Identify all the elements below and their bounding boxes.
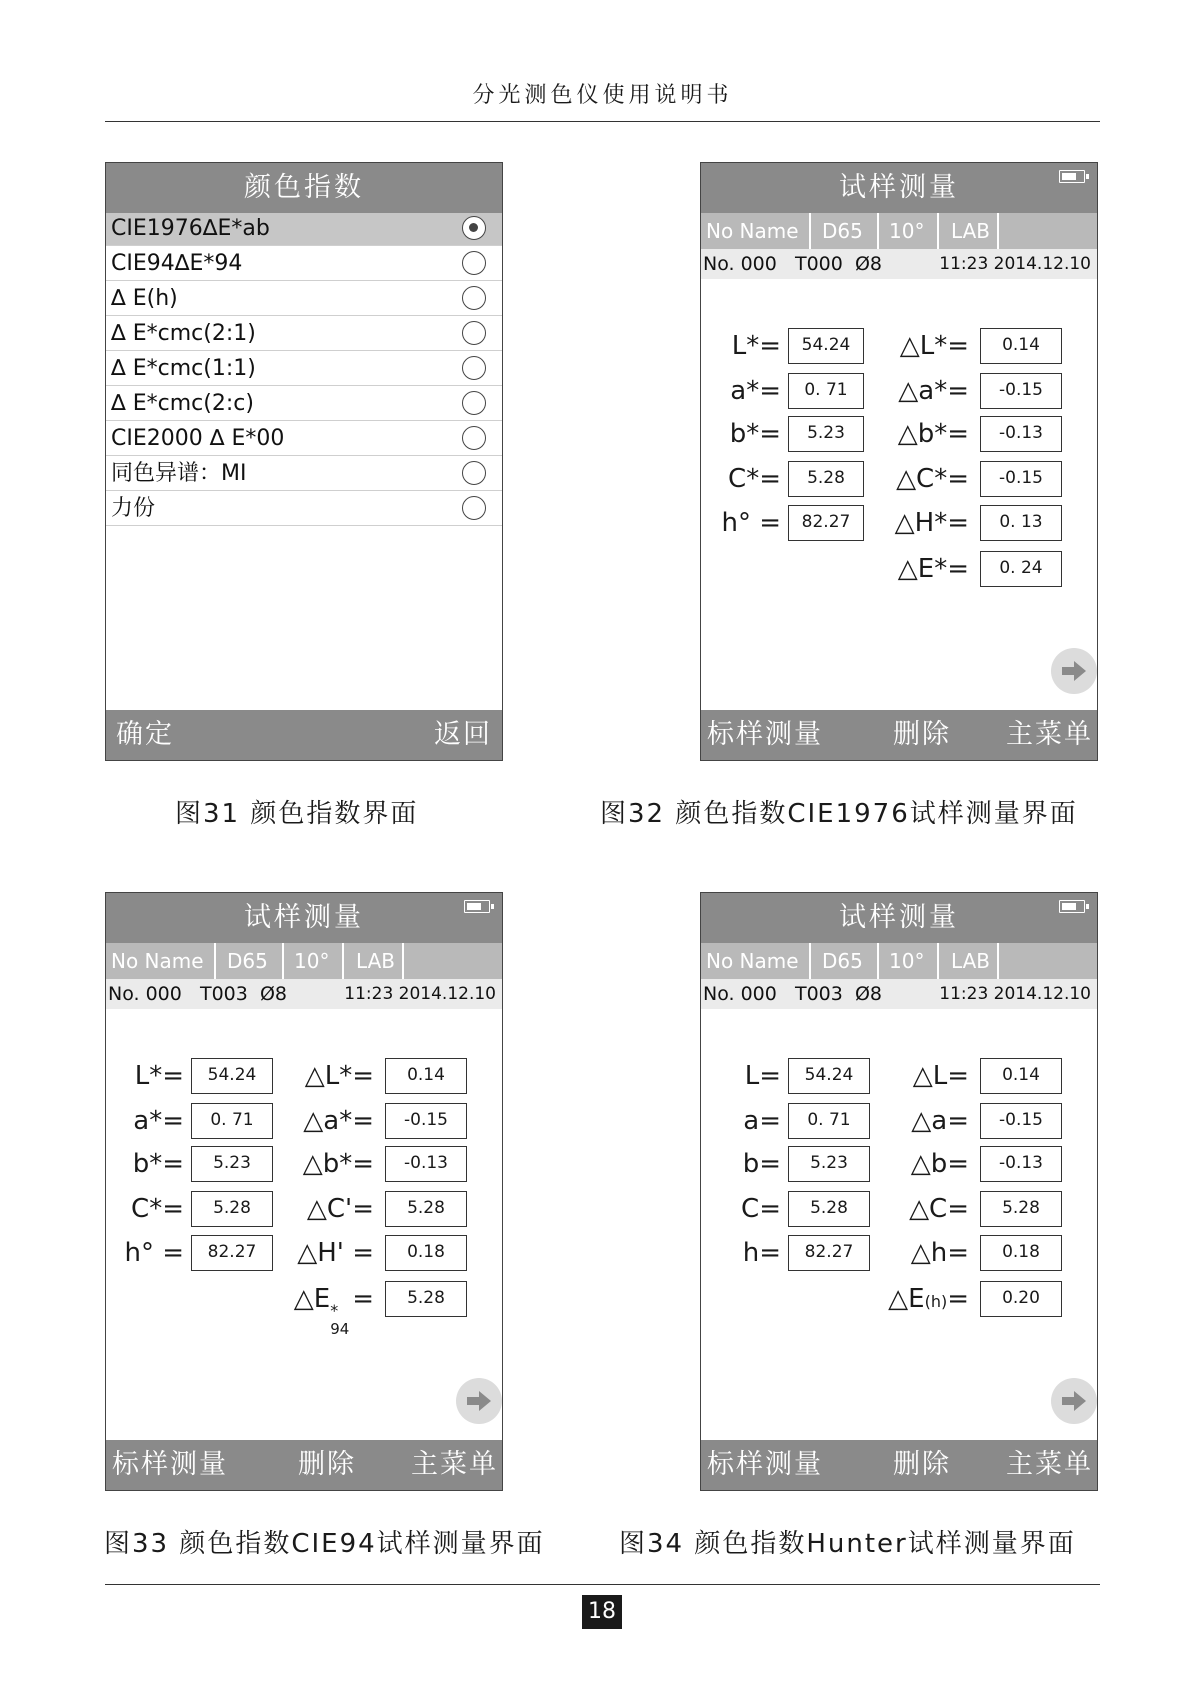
delta-value-box: -0.15 (980, 461, 1062, 497)
delta-e-label (888, 1281, 969, 1320)
option-label: ∆ E*cmc(1:1) (111, 356, 256, 381)
color-index-option[interactable] (106, 318, 502, 351)
aperture: Ø8 (854, 983, 882, 1005)
delete-button[interactable]: 删除 (298, 1449, 356, 1480)
radio-icon[interactable] (462, 321, 486, 345)
color-index-screen (105, 162, 503, 761)
value-box: 5.28 (191, 1191, 273, 1227)
value-label: h° = (124, 1238, 184, 1268)
sample-measurement-screen-hunter (700, 892, 1098, 1491)
delta-value-box: -0.13 (385, 1146, 467, 1182)
footer-bar (701, 710, 1097, 760)
delta-e-value-box: 5.28 (385, 1281, 467, 1317)
delta-value-box: 0. 24 (980, 551, 1062, 587)
delete-button[interactable]: 删除 (893, 1449, 951, 1480)
value-box: 0. 71 (191, 1103, 273, 1139)
timestamp: 11:23 2014.12.10 (344, 984, 496, 1004)
delta-label: △C= (909, 1194, 969, 1224)
arrow-right-icon (466, 1390, 492, 1412)
value-label: C*= (728, 464, 781, 494)
timestamp: 11:23 2014.12.10 (939, 254, 1091, 274)
sample-number: No. 000 (108, 983, 182, 1005)
option-label: 同色异谱：MI (111, 461, 247, 486)
value-box: 5.28 (788, 1191, 870, 1227)
sample-measurement-screen-cie94 (105, 892, 503, 1491)
back-button[interactable]: 返回 (434, 719, 492, 750)
value-box: 0. 71 (788, 1103, 870, 1139)
delta-label: △L*= (899, 331, 969, 361)
delta-value-box: 0.14 (980, 328, 1062, 364)
aperture: Ø8 (854, 253, 882, 275)
value-label: L*= (731, 331, 781, 361)
color-index-option[interactable] (106, 353, 502, 386)
delta-row (106, 1191, 502, 1227)
option-label: ∆ E*cmc(2:c) (111, 391, 254, 416)
radio-icon[interactable] (462, 286, 486, 310)
delta-label: △b= (910, 1149, 969, 1179)
sample-measurement-screen-cie1976 (700, 162, 1098, 761)
settings-tabs (106, 943, 502, 979)
radio-icon[interactable] (462, 356, 486, 380)
page-number: 18 (582, 1595, 622, 1629)
battery-icon (1059, 170, 1085, 183)
delta-value-box: -0.15 (980, 373, 1062, 409)
delta-row (106, 1058, 502, 1094)
value-box: 5.23 (788, 416, 864, 452)
figure-caption-32: 图32 颜色指数CIE1976试样测量界面 (600, 799, 1078, 829)
radio-icon[interactable] (462, 496, 486, 520)
value-label: h° = (721, 508, 781, 538)
delta-value-box: 0.18 (980, 1235, 1062, 1271)
delta-value-box: -0.13 (980, 416, 1062, 452)
value-label: C= (741, 1194, 781, 1224)
settings-tab[interactable]: D65 (811, 943, 879, 979)
value-box: 0. 71 (788, 373, 864, 409)
delta-label: △C*= (896, 464, 969, 494)
page-header: 分光测色仪使用说明书 (472, 83, 733, 108)
delta-value-box: 0.14 (980, 1058, 1062, 1094)
standard-measure-button[interactable]: 标样测量 (707, 1449, 823, 1480)
delta-label: △b*= (897, 419, 969, 449)
option-label: 力份 (111, 496, 156, 521)
standard-measure-button[interactable]: 标样测量 (112, 1449, 228, 1480)
option-label: CIE2000 ∆ E*00 (111, 426, 285, 451)
radio-icon[interactable] (462, 391, 486, 415)
delta-label: △b*= (302, 1149, 374, 1179)
value-box: 54.24 (191, 1058, 273, 1094)
settings-tabs (701, 943, 1097, 979)
delta-row (701, 505, 1097, 541)
delta-value-box: 5.28 (385, 1191, 467, 1227)
delta-value-box: -0.15 (385, 1103, 467, 1139)
settings-tab[interactable]: No Name (106, 943, 216, 979)
color-index-option[interactable] (106, 283, 502, 316)
next-page-button[interactable] (1051, 648, 1097, 694)
delta-row (701, 1058, 1097, 1094)
screen-title: 颜色指数 (106, 163, 502, 213)
radio-icon[interactable] (462, 251, 486, 275)
measurement-info-left (703, 249, 882, 279)
color-index-option[interactable] (106, 458, 502, 491)
delta-label: △h= (910, 1238, 969, 1268)
delta-e-label (293, 1281, 374, 1338)
settings-tab[interactable]: D65 (811, 213, 879, 249)
delta-e-row (701, 1281, 1097, 1317)
delta-row (701, 551, 1097, 587)
color-index-option[interactable] (106, 388, 502, 421)
footer-bar (701, 1440, 1097, 1490)
screen-title: 试样测量 (106, 893, 502, 943)
sample-number: No. 000 (703, 983, 777, 1005)
value-box: 5.28 (788, 461, 864, 497)
delta-e-sup: * (330, 1301, 339, 1320)
delta-row (106, 1103, 502, 1139)
delta-row (701, 461, 1097, 497)
settings-tab[interactable]: LAB (344, 943, 404, 979)
delta-row (701, 373, 1097, 409)
delta-value-box: 0. 13 (980, 505, 1062, 541)
figure-caption-31: 图31 颜色指数界面 (175, 799, 419, 829)
settings-tab[interactable]: LAB (939, 943, 999, 979)
delta-label: △L= (912, 1061, 969, 1091)
color-index-option[interactable] (106, 493, 502, 526)
next-page-button[interactable] (456, 1378, 502, 1424)
delta-label: △H' = (297, 1238, 374, 1268)
timestamp: 11:23 2014.12.10 (939, 984, 1091, 1004)
value-box: 82.27 (191, 1235, 273, 1271)
confirm-button[interactable]: 确定 (116, 719, 174, 750)
sample-number: No. 000 (703, 253, 777, 275)
test-number: T003 (199, 983, 248, 1005)
delta-e-base: △E (888, 1284, 925, 1314)
delta-row (701, 1235, 1097, 1271)
delta-value-box: 5.28 (980, 1191, 1062, 1227)
arrow-right-icon (1061, 1390, 1087, 1412)
screen-title: 试样测量 (701, 163, 1097, 213)
value-label: b*= (132, 1149, 184, 1179)
delta-e-base: △E (293, 1284, 331, 1314)
delta-e-equals: = (947, 1284, 969, 1314)
value-label: L= (744, 1061, 781, 1091)
main-menu-button[interactable]: 主菜单 (1006, 719, 1093, 750)
footer-rule (105, 1584, 1100, 1585)
battery-icon (464, 900, 490, 913)
delta-e-value-box: 0.20 (980, 1281, 1062, 1317)
option-label: ∆ E(h) (111, 286, 178, 311)
value-box: 54.24 (788, 1058, 870, 1094)
delta-row (701, 328, 1097, 364)
delta-label: △a*= (898, 376, 969, 406)
radio-icon[interactable] (462, 461, 486, 485)
settings-tab[interactable]: 10° (879, 943, 939, 979)
figure-caption-33: 图33 颜色指数CIE94试样测量界面 (104, 1529, 545, 1559)
test-number: T000 (794, 253, 843, 275)
delta-label: △L*= (304, 1061, 374, 1091)
test-number: T003 (794, 983, 843, 1005)
settings-tab[interactable]: 10° (284, 943, 344, 979)
main-menu-button[interactable]: 主菜单 (1006, 1449, 1093, 1480)
value-label: b*= (729, 419, 781, 449)
value-box: 5.23 (788, 1146, 870, 1182)
aperture: Ø8 (259, 983, 287, 1005)
delta-label: △E*= (897, 554, 969, 584)
measurement-info-left (703, 979, 882, 1009)
delta-row (106, 1146, 502, 1182)
option-label: CIE94∆E*94 (111, 251, 243, 276)
delta-row (701, 1103, 1097, 1139)
color-index-option[interactable] (106, 248, 502, 281)
radio-icon[interactable] (462, 216, 486, 240)
delta-row (701, 1146, 1097, 1182)
screen-title: 试样测量 (701, 893, 1097, 943)
figure-caption-34: 图34 颜色指数Hunter试样测量界面 (619, 1529, 1076, 1559)
value-box: 54.24 (788, 328, 864, 364)
next-page-button[interactable] (1051, 1378, 1097, 1424)
value-label: a*= (133, 1106, 184, 1136)
delta-e-sub: (h) (924, 1292, 948, 1311)
delta-e-equals: = (352, 1284, 374, 1314)
delta-label: △H*= (894, 508, 969, 538)
settings-tab[interactable]: LAB (939, 213, 999, 249)
value-box: 82.27 (788, 505, 864, 541)
value-label: a= (743, 1106, 781, 1136)
settings-tabs (701, 213, 1097, 249)
delta-value-box: 0.18 (385, 1235, 467, 1271)
value-box: 82.27 (788, 1235, 870, 1271)
color-index-option[interactable] (106, 423, 502, 456)
battery-icon (1059, 900, 1085, 913)
settings-tab[interactable]: D65 (216, 943, 284, 979)
delta-label: △C'= (306, 1194, 374, 1224)
settings-tab[interactable]: 10° (879, 213, 939, 249)
delta-e-row (106, 1281, 502, 1338)
delta-value-box: 0.14 (385, 1058, 467, 1094)
measurement-info-left (108, 979, 287, 1009)
measurement-info-bar (701, 979, 1097, 1009)
settings-tab[interactable]: No Name (701, 943, 811, 979)
delete-button[interactable]: 删除 (893, 719, 951, 750)
header-rule (105, 121, 1100, 122)
delta-value-box: -0.13 (980, 1146, 1062, 1182)
standard-measure-button[interactable]: 标样测量 (707, 719, 823, 750)
value-label: b= (742, 1149, 781, 1179)
color-index-option[interactable] (106, 213, 502, 246)
delta-row (701, 416, 1097, 452)
arrow-right-icon (1061, 660, 1087, 682)
delta-e-sub: 94 (330, 1320, 350, 1338)
measurement-info-bar (701, 249, 1097, 279)
radio-icon[interactable] (462, 426, 486, 450)
value-box: 5.23 (191, 1146, 273, 1182)
footer-bar (106, 710, 502, 760)
settings-tab[interactable]: No Name (701, 213, 811, 249)
footer-bar (106, 1440, 502, 1490)
delta-row (106, 1235, 502, 1271)
measurement-info-bar (106, 979, 502, 1009)
value-label: h= (742, 1238, 781, 1268)
delta-value-box: -0.15 (980, 1103, 1062, 1139)
delta-label: △a= (911, 1106, 969, 1136)
delta-row (701, 1191, 1097, 1227)
option-label: ∆ E*cmc(2:1) (111, 321, 256, 346)
value-label: L*= (134, 1061, 184, 1091)
option-label: CIE1976∆E*ab (111, 216, 270, 241)
main-menu-button[interactable]: 主菜单 (411, 1449, 498, 1480)
value-label: a*= (730, 376, 781, 406)
delta-label: △a*= (303, 1106, 374, 1136)
value-label: C*= (131, 1194, 184, 1224)
